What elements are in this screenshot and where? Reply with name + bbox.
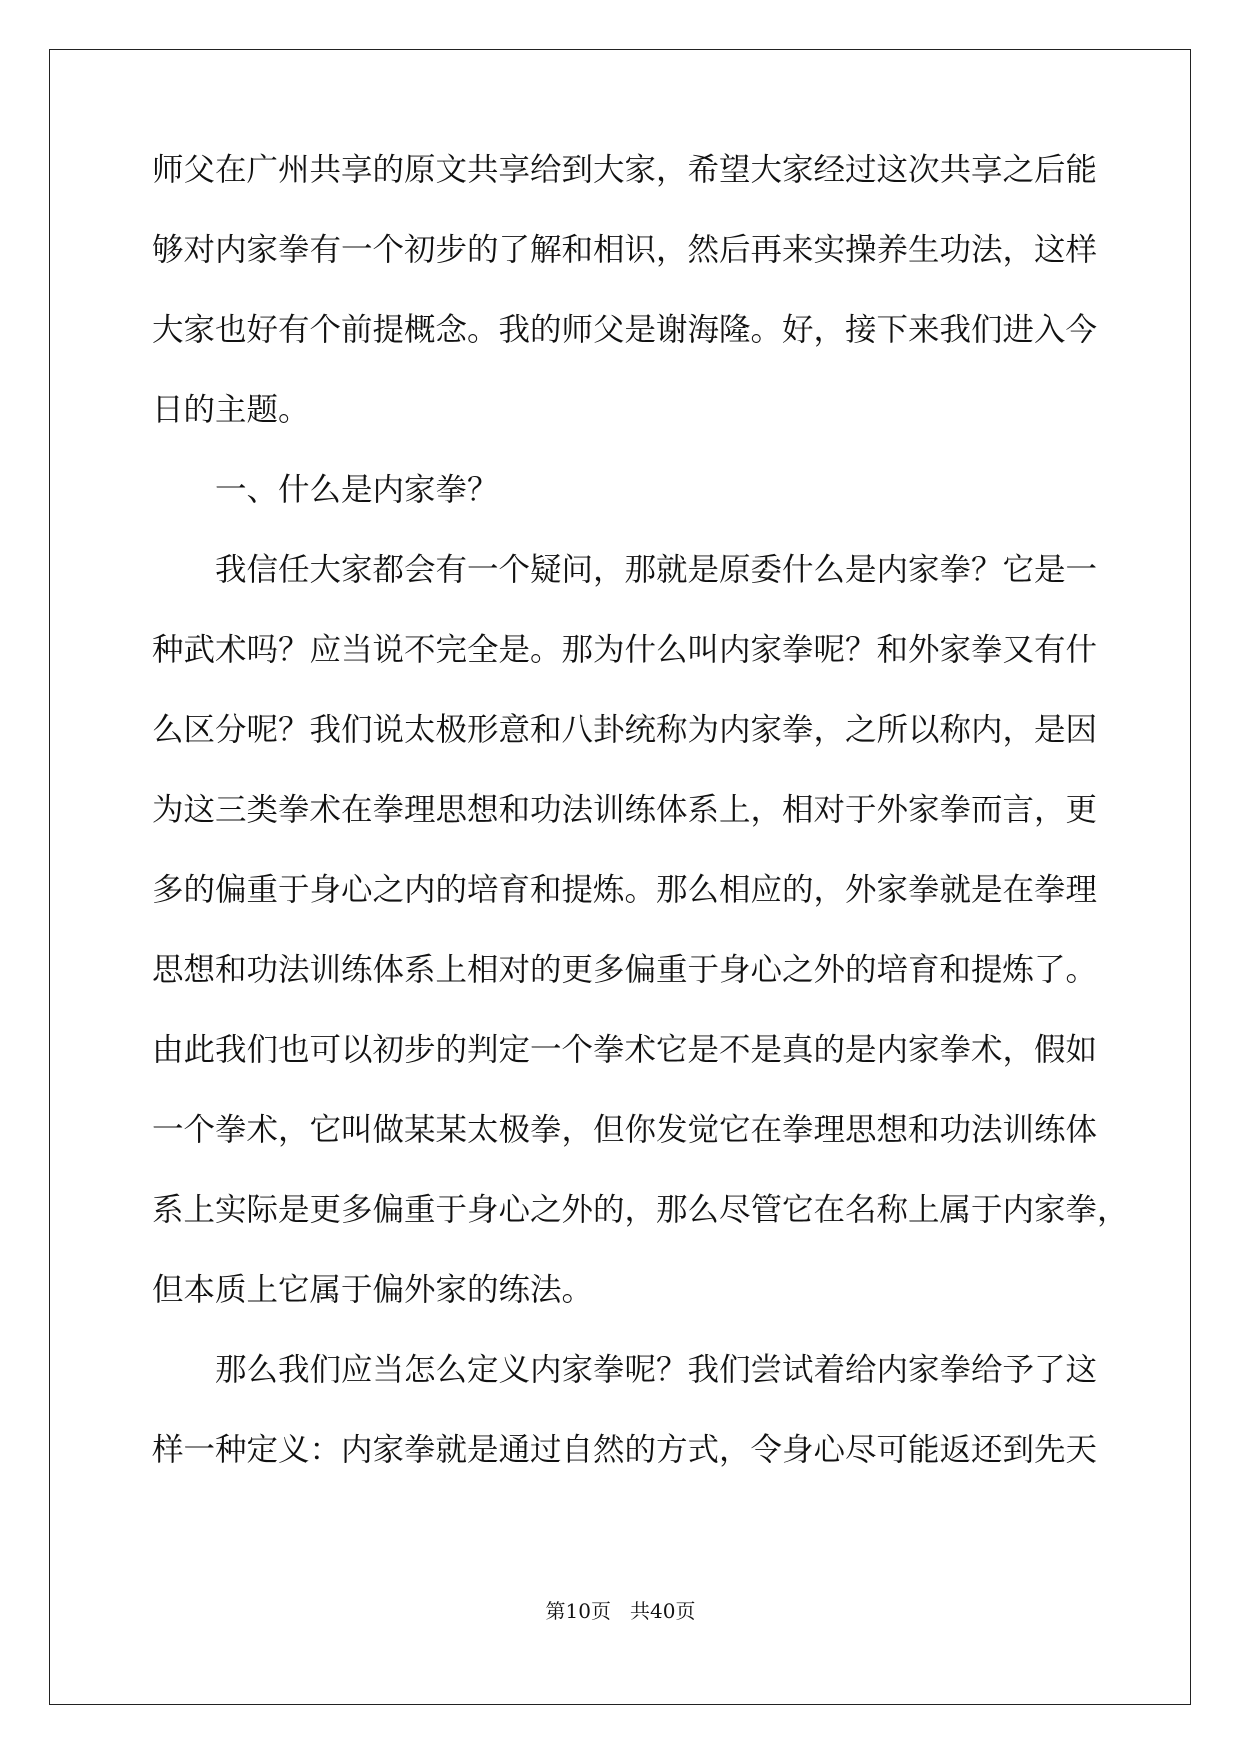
text-line: 为这三类拳术在拳理思想和功法训练体系上，相对于外家拳而言，更 <box>152 792 1098 828</box>
text-line: 由此我们也可以初步的判定一个拳术它是不是真的是内家拳术，假如 <box>152 1032 1098 1068</box>
text-line: 师父在广州共享的原文共享给到大家，希望大家经过这次共享之后能 <box>152 152 1098 188</box>
text-line: 那么我们应当怎么定义内家拳呢？我们尝试着给内家拳给予了这 <box>215 1352 1098 1388</box>
text-line: 一个拳术，它叫做某某太极拳，但你发觉它在拳理思想和功法训练体 <box>152 1112 1098 1148</box>
text-line: 一、什么是内家拳？ <box>215 472 499 508</box>
text-line: 大家也好有个前提概念。我的师父是谢海隆。好，接下来我们进入今 <box>152 312 1098 348</box>
text-line: 我信任大家都会有一个疑问，那就是原委什么是内家拳？它是一 <box>215 552 1098 588</box>
text-line: 多的偏重于身心之内的培育和提炼。那么相应的，外家拳就是在拳理 <box>152 872 1098 908</box>
page-footer <box>0 1599 1241 1623</box>
text-line: 日的主题。 <box>152 392 310 428</box>
text-line: 系上实际是更多偏重于身心之外的，那么尽管它在名称上属于内家拳， <box>152 1192 1129 1228</box>
total-pages: 共40页 <box>630 1599 696 1623</box>
text-line: 思想和功法训练体系上相对的更多偏重于身心之外的培育和提炼了。 <box>152 952 1098 988</box>
text-line: 么区分呢？我们说太极形意和八卦统称为内家拳，之所以称内，是因 <box>152 712 1098 748</box>
text-line: 够对内家拳有一个初步的了解和相识，然后再来实操养生功法，这样 <box>152 232 1098 268</box>
text-line: 样一种定义：内家拳就是通过自然的方式，令身心尽可能返还到先天 <box>152 1432 1098 1468</box>
text-line: 种武术吗？应当说不完全是。那为什么叫内家拳呢？和外家拳又有什 <box>152 632 1098 668</box>
text-line: 但本质上它属于偏外家的练法。 <box>152 1272 594 1308</box>
current-page-number: 第10页 <box>545 1599 611 1623</box>
